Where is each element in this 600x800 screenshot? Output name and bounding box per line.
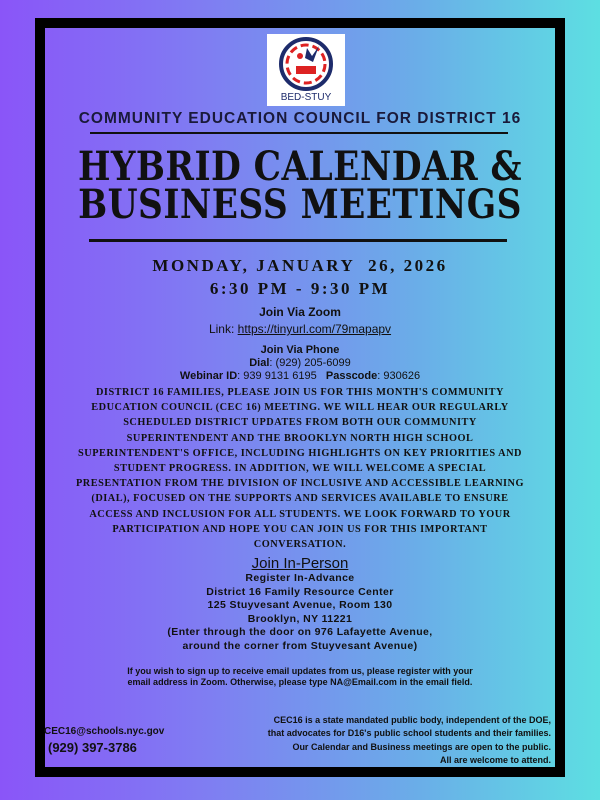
phone-heading: Join Via Phone [260, 344, 340, 356]
dial-number: : (929) 205-6099 [269, 357, 351, 369]
divider [89, 239, 507, 242]
link-label: Link: [208, 322, 238, 336]
passcode-label: Passcode [325, 370, 378, 382]
signup-note [85, 666, 515, 688]
address-line: Brooklyn, NY 11221 [247, 612, 353, 625]
about-line: CEC16 is a state mandated public body, independent of the DOE, [273, 715, 551, 725]
address-line: (Enter through the door on 976 Lafayette Avenue, [167, 626, 433, 639]
contact-phone: (929) 397-3786 [48, 740, 137, 755]
address-line: around the corner from Stuyvesant Avenue) [182, 639, 418, 652]
body-column [45, 385, 555, 688]
divider [90, 132, 508, 134]
webinar-line [45, 370, 555, 382]
contact-email: CEC16@schools.nyc.gov [44, 726, 165, 737]
title-line-1: HYBRID CALENDAR & [77, 143, 523, 190]
page-title [42, 143, 558, 228]
about-line: that advocates for D16's public school students and their families. [267, 728, 551, 739]
meeting-time: 6:30 PM - 9:30 PM [209, 279, 391, 298]
zoom-link[interactable]: https://tinyurl.com/79mapapv [237, 322, 392, 336]
webinar-label: Webinar ID [179, 370, 238, 382]
meeting-description: DISTRICT 16 FAMILIES, PLEASE JOIN US FOR THIS MONTH'S COMMUNITY EDUCATION COUNCIL (CEC 16) MEETING. WE WILL HEAR OUR REGULARLY SCHEDULED DISTRICT UPDATES FROM BOTH OUR COMMUNITY SUPERINTENDENT AND THE BROOKLYN NORTH HIGH SCHOOL SUPERINTENDENT'S OFFICE, INCLUDING HIGHLIGHTS ON KEY PRIORITIES AND STUDENT PROGRESS. IN ADDITION, WE WILL WELCOME A SPECIAL PRESENTATION FROM THE DIVISION OF INCLUSIVE AND ACCESSIBLE LEARNING (DIAL), FOCUSED ON THE SUPPORTS AND SERVICES AVAILABLE TO ENSURE ACCESS AND INCLUSION FOR ALL STUDENTS. WE LOOK FORWARD TO YOUR PARTICIPATION AND HOPE YOU CAN JOIN US FOR THIS IMPORTANT CONVERSATION. [76, 387, 524, 551]
signup-line: If you wish to sign up to receive email updates from us, please register with your [127, 666, 473, 677]
title-line-2: BUSINESS MEETINGS [78, 181, 522, 228]
address-line: Register In-Advance [245, 572, 355, 585]
meeting-date: MONDAY, JANUARY 26, 2026 [152, 256, 448, 275]
signup-line: email address in Zoom. Otherwise, please type NA@Email.com in the email field. [127, 677, 473, 688]
cec16-logo [267, 34, 345, 106]
zoom-heading: Join Via Zoom [259, 305, 341, 319]
about-line: Our Calendar and Business meetings are open to the public. [292, 741, 551, 752]
dial-line [45, 357, 555, 369]
org-name: COMMUNITY EDUCATION COUNCIL FOR DISTRICT 16 [78, 110, 522, 127]
in-person-address [167, 572, 432, 653]
about-line: All are welcome to attend. [439, 754, 551, 765]
dial-label: Dial [249, 357, 270, 369]
zoom-link-line [45, 322, 555, 336]
logo-text: BED-STUY [280, 92, 332, 103]
passcode: : 930626 [377, 370, 421, 382]
webinar-id: : 939 9131 6195 [237, 370, 317, 382]
about-cec16 [221, 714, 551, 767]
address-line: District 16 Family Resource Center [206, 585, 394, 598]
address-line: 125 Stuyvesant Avenue, Room 130 [207, 599, 393, 612]
in-person-heading: Join In-Person [251, 555, 349, 573]
